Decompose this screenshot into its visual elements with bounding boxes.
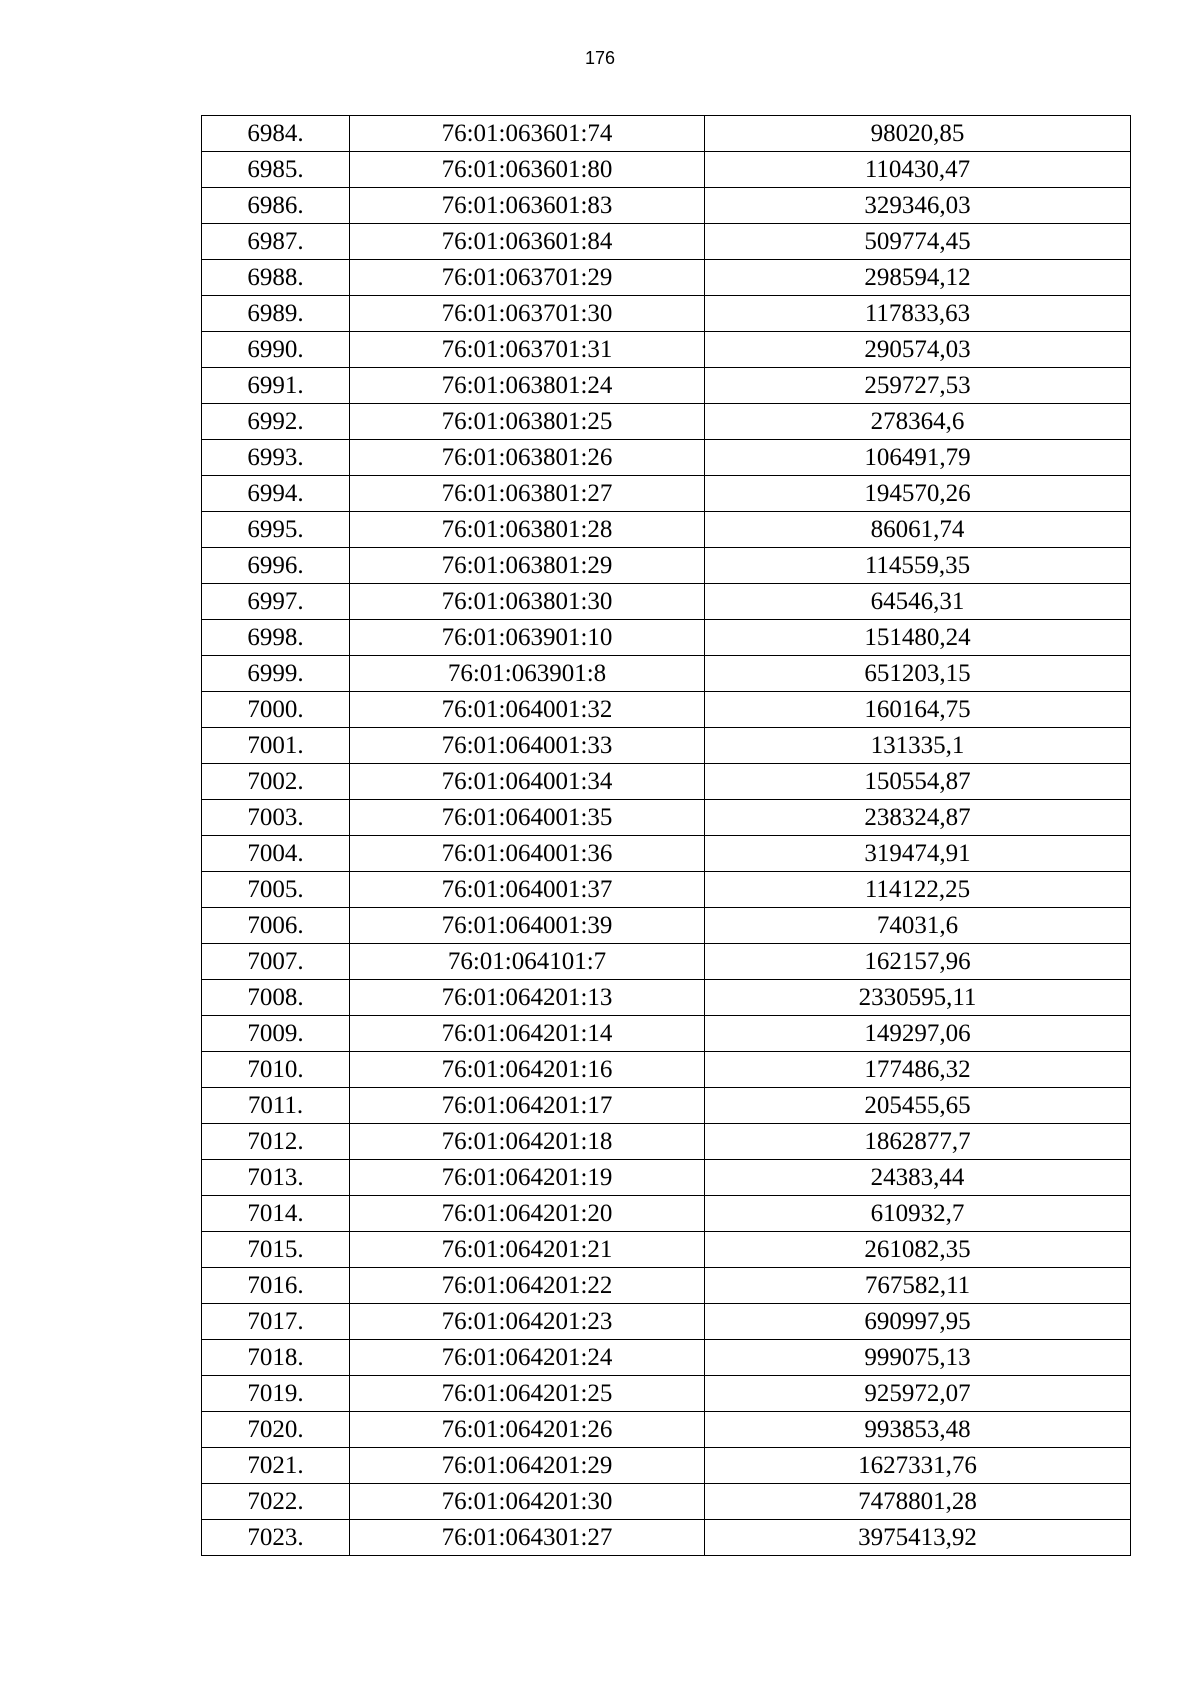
cadastral-value-cell: 114559,35 xyxy=(705,548,1131,584)
cadastral-number-cell: 76:01:063801:29 xyxy=(350,548,705,584)
cadastral-value-cell: 64546,31 xyxy=(705,584,1131,620)
row-number-cell: 6995. xyxy=(202,512,350,548)
cadastral-value-cell: 194570,26 xyxy=(705,476,1131,512)
cadastral-number-cell: 76:01:063601:84 xyxy=(350,224,705,260)
table-row xyxy=(202,800,1131,836)
cadastral-number-cell: 76:01:064001:34 xyxy=(350,764,705,800)
table-row xyxy=(202,764,1131,800)
cadastral-number-cell: 76:01:064001:35 xyxy=(350,800,705,836)
row-number-cell: 7012. xyxy=(202,1124,350,1160)
cadastral-value-cell: 205455,65 xyxy=(705,1088,1131,1124)
cadastral-number-cell: 76:01:064001:33 xyxy=(350,728,705,764)
cadastral-value-cell: 319474,91 xyxy=(705,836,1131,872)
cadastral-number-cell: 76:01:063801:24 xyxy=(350,368,705,404)
table-row xyxy=(202,1196,1131,1232)
row-number-cell: 7001. xyxy=(202,728,350,764)
cadastral-number-cell: 76:01:064201:29 xyxy=(350,1448,705,1484)
cadastral-number-cell: 76:01:063801:28 xyxy=(350,512,705,548)
table-row xyxy=(202,1088,1131,1124)
row-number-cell: 6991. xyxy=(202,368,350,404)
table-row xyxy=(202,512,1131,548)
table-row xyxy=(202,1412,1131,1448)
cadastral-number-cell: 76:01:064001:37 xyxy=(350,872,705,908)
cadastral-value-cell: 925972,07 xyxy=(705,1376,1131,1412)
row-number-cell: 7011. xyxy=(202,1088,350,1124)
row-number-cell: 6984. xyxy=(202,116,350,152)
cadastral-number-cell: 76:01:064201:21 xyxy=(350,1232,705,1268)
row-number-cell: 6988. xyxy=(202,260,350,296)
cadastral-value-cell: 767582,11 xyxy=(705,1268,1131,1304)
table-row xyxy=(202,620,1131,656)
cadastral-value-cell: 3975413,92 xyxy=(705,1520,1131,1556)
row-number-cell: 6997. xyxy=(202,584,350,620)
table-row xyxy=(202,980,1131,1016)
cadastral-value-cell: 114122,25 xyxy=(705,872,1131,908)
table-row xyxy=(202,1160,1131,1196)
cadastral-number-cell: 76:01:064201:22 xyxy=(350,1268,705,1304)
cadastral-number-cell: 76:01:064201:23 xyxy=(350,1304,705,1340)
cadastral-number-cell: 76:01:063901:8 xyxy=(350,656,705,692)
cadastral-value-table xyxy=(201,115,1131,1556)
table-row xyxy=(202,1304,1131,1340)
cadastral-value-cell: 160164,75 xyxy=(705,692,1131,728)
row-number-cell: 7002. xyxy=(202,764,350,800)
cadastral-value-cell: 238324,87 xyxy=(705,800,1131,836)
cadastral-value-cell: 24383,44 xyxy=(705,1160,1131,1196)
row-number-cell: 6994. xyxy=(202,476,350,512)
cadastral-number-cell: 76:01:063601:83 xyxy=(350,188,705,224)
table-row xyxy=(202,1016,1131,1052)
cadastral-value-cell: 610932,7 xyxy=(705,1196,1131,1232)
cadastral-value-cell: 177486,32 xyxy=(705,1052,1131,1088)
row-number-cell: 7009. xyxy=(202,1016,350,1052)
cadastral-value-cell: 261082,35 xyxy=(705,1232,1131,1268)
row-number-cell: 7016. xyxy=(202,1268,350,1304)
cadastral-value-cell: 74031,6 xyxy=(705,908,1131,944)
cadastral-value-cell: 999075,13 xyxy=(705,1340,1131,1376)
cadastral-number-cell: 76:01:064001:36 xyxy=(350,836,705,872)
row-number-cell: 7004. xyxy=(202,836,350,872)
table-row xyxy=(202,836,1131,872)
page-number: 176 xyxy=(584,48,616,68)
cadastral-value-cell: 106491,79 xyxy=(705,440,1131,476)
table-row xyxy=(202,656,1131,692)
table-row xyxy=(202,1448,1131,1484)
cadastral-number-cell: 76:01:064001:39 xyxy=(350,908,705,944)
row-number-cell: 7003. xyxy=(202,800,350,836)
row-number-cell: 6993. xyxy=(202,440,350,476)
cadastral-number-cell: 76:01:063801:25 xyxy=(350,404,705,440)
row-number-cell: 6986. xyxy=(202,188,350,224)
table-row xyxy=(202,224,1131,260)
cadastral-number-cell: 76:01:064101:7 xyxy=(350,944,705,980)
cadastral-value-cell: 290574,03 xyxy=(705,332,1131,368)
cadastral-value-cell: 149297,06 xyxy=(705,1016,1131,1052)
table-row xyxy=(202,584,1131,620)
cadastral-number-cell: 76:01:064201:24 xyxy=(350,1340,705,1376)
cadastral-value-cell: 329346,03 xyxy=(705,188,1131,224)
cadastral-value-cell: 1862877,7 xyxy=(705,1124,1131,1160)
row-number-cell: 7020. xyxy=(202,1412,350,1448)
cadastral-value-cell: 131335,1 xyxy=(705,728,1131,764)
cadastral-number-cell: 76:01:064301:27 xyxy=(350,1520,705,1556)
cadastral-number-cell: 76:01:063701:31 xyxy=(350,332,705,368)
cadastral-number-cell: 76:01:064201:18 xyxy=(350,1124,705,1160)
cadastral-number-cell: 76:01:064201:25 xyxy=(350,1376,705,1412)
row-number-cell: 7019. xyxy=(202,1376,350,1412)
cadastral-value-cell: 690997,95 xyxy=(705,1304,1131,1340)
cadastral-value-cell: 298594,12 xyxy=(705,260,1131,296)
row-number-cell: 7022. xyxy=(202,1484,350,1520)
row-number-cell: 7021. xyxy=(202,1448,350,1484)
cadastral-number-cell: 76:01:063601:74 xyxy=(350,116,705,152)
cadastral-value-cell: 509774,45 xyxy=(705,224,1131,260)
cadastral-number-cell: 76:01:064201:13 xyxy=(350,980,705,1016)
table-row xyxy=(202,368,1131,404)
table-row xyxy=(202,1232,1131,1268)
table-row xyxy=(202,404,1131,440)
cadastral-number-cell: 76:01:064201:19 xyxy=(350,1160,705,1196)
row-number-cell: 7006. xyxy=(202,908,350,944)
cadastral-number-cell: 76:01:063801:30 xyxy=(350,584,705,620)
cadastral-number-cell: 76:01:064201:20 xyxy=(350,1196,705,1232)
table-row xyxy=(202,548,1131,584)
table-row xyxy=(202,944,1131,980)
cadastral-value-cell: 1627331,76 xyxy=(705,1448,1131,1484)
cadastral-value-cell: 651203,15 xyxy=(705,656,1131,692)
cadastral-value-cell: 259727,53 xyxy=(705,368,1131,404)
table-row xyxy=(202,188,1131,224)
table-row xyxy=(202,332,1131,368)
cadastral-value-cell: 98020,85 xyxy=(705,116,1131,152)
table-row xyxy=(202,1052,1131,1088)
table-row xyxy=(202,440,1131,476)
cadastral-value-cell: 150554,87 xyxy=(705,764,1131,800)
row-number-cell: 7014. xyxy=(202,1196,350,1232)
cadastral-number-cell: 76:01:063601:80 xyxy=(350,152,705,188)
cadastral-number-cell: 76:01:064201:26 xyxy=(350,1412,705,1448)
cadastral-number-cell: 76:01:063701:30 xyxy=(350,296,705,332)
table-row xyxy=(202,296,1131,332)
table-row xyxy=(202,872,1131,908)
table-row xyxy=(202,260,1131,296)
row-number-cell: 6987. xyxy=(202,224,350,260)
row-number-cell: 6989. xyxy=(202,296,350,332)
table-row xyxy=(202,1268,1131,1304)
table-row xyxy=(202,728,1131,764)
table-body xyxy=(202,116,1131,1556)
cadastral-value-cell: 993853,48 xyxy=(705,1412,1131,1448)
cadastral-value-cell: 110430,47 xyxy=(705,152,1131,188)
table-row xyxy=(202,1376,1131,1412)
cadastral-value-cell: 278364,6 xyxy=(705,404,1131,440)
cadastral-value-cell: 151480,24 xyxy=(705,620,1131,656)
table-row xyxy=(202,476,1131,512)
cadastral-number-cell: 76:01:063801:26 xyxy=(350,440,705,476)
table-row xyxy=(202,152,1131,188)
cadastral-value-cell: 7478801,28 xyxy=(705,1484,1131,1520)
cadastral-number-cell: 76:01:063801:27 xyxy=(350,476,705,512)
cadastral-number-cell: 76:01:064201:16 xyxy=(350,1052,705,1088)
row-number-cell: 7013. xyxy=(202,1160,350,1196)
cadastral-value-cell: 162157,96 xyxy=(705,944,1131,980)
row-number-cell: 7000. xyxy=(202,692,350,728)
cadastral-number-cell: 76:01:064201:30 xyxy=(350,1484,705,1520)
table-row xyxy=(202,908,1131,944)
table-row xyxy=(202,116,1131,152)
row-number-cell: 7005. xyxy=(202,872,350,908)
row-number-cell: 6996. xyxy=(202,548,350,584)
cadastral-number-cell: 76:01:064201:17 xyxy=(350,1088,705,1124)
row-number-cell: 6985. xyxy=(202,152,350,188)
row-number-cell: 7023. xyxy=(202,1520,350,1556)
row-number-cell: 7017. xyxy=(202,1304,350,1340)
row-number-cell: 7007. xyxy=(202,944,350,980)
table-row xyxy=(202,1520,1131,1556)
row-number-cell: 7015. xyxy=(202,1232,350,1268)
table-row xyxy=(202,1124,1131,1160)
row-number-cell: 7018. xyxy=(202,1340,350,1376)
table-row xyxy=(202,1340,1131,1376)
table-row xyxy=(202,692,1131,728)
row-number-cell: 6998. xyxy=(202,620,350,656)
cadastral-number-cell: 76:01:064201:14 xyxy=(350,1016,705,1052)
row-number-cell: 7008. xyxy=(202,980,350,1016)
cadastral-value-cell: 117833,63 xyxy=(705,296,1131,332)
cadastral-value-cell: 86061,74 xyxy=(705,512,1131,548)
cadastral-number-cell: 76:01:064001:32 xyxy=(350,692,705,728)
cadastral-number-cell: 76:01:063701:29 xyxy=(350,260,705,296)
cadastral-value-cell: 2330595,11 xyxy=(705,980,1131,1016)
row-number-cell: 7010. xyxy=(202,1052,350,1088)
row-number-cell: 6999. xyxy=(202,656,350,692)
table-row xyxy=(202,1484,1131,1520)
row-number-cell: 6990. xyxy=(202,332,350,368)
row-number-cell: 6992. xyxy=(202,404,350,440)
cadastral-number-cell: 76:01:063901:10 xyxy=(350,620,705,656)
